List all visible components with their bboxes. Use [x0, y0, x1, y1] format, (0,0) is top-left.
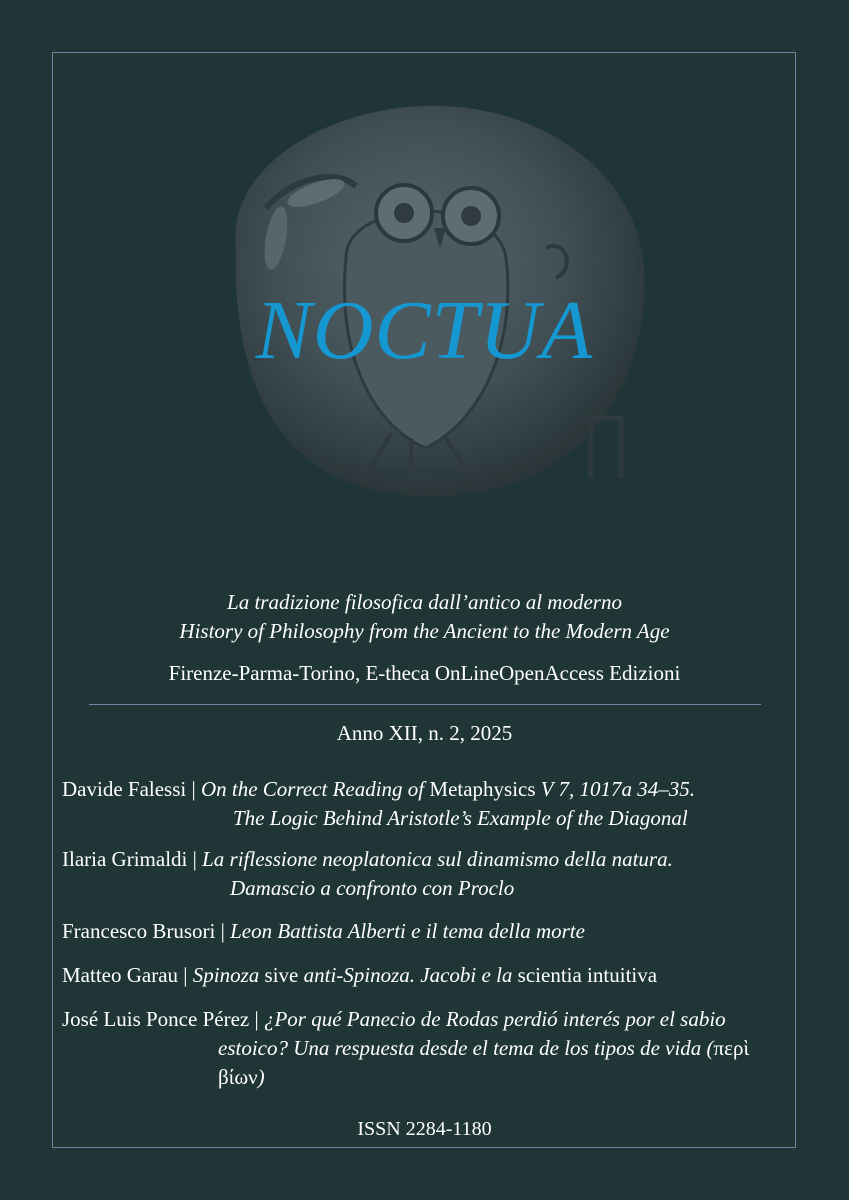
article-title-line2 [62, 1034, 790, 1063]
separator: | [215, 919, 231, 943]
article-author: José Luis Ponce Pérez [62, 1007, 250, 1031]
article-title: Leon Battista Alberti e il tema della morte [230, 919, 585, 943]
separator: | [187, 847, 203, 871]
publisher: Firenze-Parma-Torino, E-theca OnLineOpenAccess Edizioni [168, 661, 681, 685]
article-title-line2: Damascio a confronto con Proclo [230, 876, 515, 900]
article-author: Davide Falessi [62, 777, 187, 801]
separator: | [249, 1007, 264, 1031]
article-entry [62, 775, 790, 833]
issn: ISSN 2284-1180 [357, 1118, 492, 1140]
article-title [193, 963, 657, 987]
title-part-upright: sive [259, 963, 304, 987]
title-part: V 7, 1017a 34–35. [535, 777, 695, 801]
title-part-upright: scientia intuitiva [512, 963, 658, 987]
title-part: anti-Spinoza. Jacobi e la [303, 963, 513, 987]
article-author: Ilaria Grimaldi [62, 847, 188, 871]
title-part: On the Correct Reading of [200, 777, 430, 801]
title-part: ) [257, 1065, 265, 1089]
divider [89, 704, 761, 705]
article-author: Matteo Garau [62, 963, 179, 987]
title-part-greek: περὶ [713, 1036, 750, 1060]
journal-title: NOCTUA [255, 284, 594, 377]
article-entry [62, 961, 790, 990]
subtitle-italian: La tradizione filosofica dall’antico al moderno [227, 590, 622, 614]
article-title-line3 [62, 1063, 790, 1092]
title-part-greek: βίων [218, 1065, 258, 1089]
issue-info: Anno XII, n. 2, 2025 [336, 721, 513, 745]
title-part: Spinoza [192, 963, 260, 987]
separator: | [186, 777, 201, 801]
title-part: estoico? Una respuesta desde el tema de los tipos de vida ( [218, 1036, 714, 1060]
article-title: La riflessione neoplatonica sul dinamismo della natura. [202, 847, 673, 871]
title-part-upright: Metaphysics [429, 777, 536, 801]
article-title-line2: The Logic Behind Aristotle’s Example of the Diagonal [233, 806, 688, 830]
separator: | [178, 963, 193, 987]
article-author: Francesco Brusori [62, 919, 216, 943]
article-entry [62, 1005, 790, 1092]
article-entry [62, 917, 790, 946]
subtitle-english: History of Philosophy from the Ancient to the Modern Age [179, 619, 670, 643]
article-title [201, 777, 695, 801]
article-entry [62, 845, 790, 903]
article-title: ¿Por qué Panecio de Rodas perdió interés por el sabio [263, 1007, 726, 1031]
